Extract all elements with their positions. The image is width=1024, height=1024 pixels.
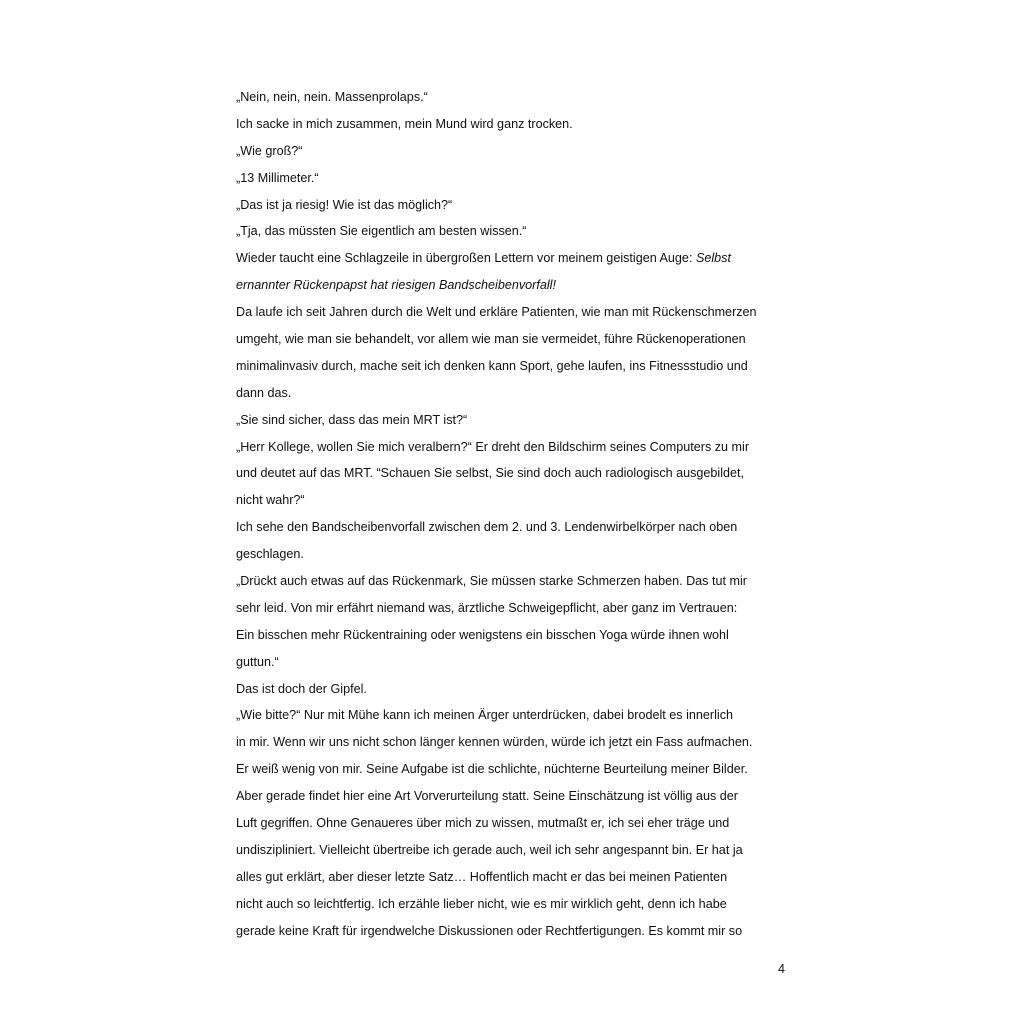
text-line: gerade keine Kraft für irgendwelche Diskussionen oder Rechtfertigungen. Es kommt mir so (236, 923, 743, 938)
text-line: in mir. Wenn wir uns nicht schon länger kennen würden, würde ich jetzt ein Fass aufmachen. (236, 735, 753, 750)
text-line: „Tja, das müssten Sie eigentlich am besten wissen.“ (236, 224, 527, 239)
text-line-start: Wieder taucht eine Schlagzeile in übergroßen Lettern vor meinem geistigen Auge: (236, 251, 696, 266)
text-line: umgeht, wie man sie behandelt, vor allem wie man sie vermeidet, führe Rückenoperationen (236, 332, 746, 347)
text-line: nicht wahr?“ (236, 493, 305, 508)
page-number: 4 (778, 962, 786, 976)
text-line: minimalinvasiv durch, mache seit ich denken kann Sport, gehe laufen, ins Fitnessstudio und (236, 358, 748, 373)
text-line: „Sie sind sicher, dass das mein MRT ist?“ (236, 412, 468, 427)
text-line: geschlagen. (236, 547, 304, 562)
text-line: „Wie bitte?“ Nur mit Mühe kann ich meinen Ärger unterdrücken, dabei brodelt es innerlich (236, 708, 733, 723)
text-line: Das ist doch der Gipfel. (236, 681, 367, 696)
text-line: „13 Millimeter.“ (236, 170, 319, 185)
text-line: Aber gerade findet hier eine Art Vorverurteilung statt. Seine Einschätzung ist völlig aus der (236, 789, 738, 804)
body-text (236, 84, 792, 945)
text-line: Ich sacke in mich zusammen, mein Mund wird ganz trocken. (236, 116, 573, 131)
text-line: „Herr Kollege, wollen Sie mich veralbern?“ Er dreht den Bildschirm seines Computers zu mir (236, 439, 750, 454)
text-line: „Nein, nein, nein. Massenprolaps.“ (236, 90, 428, 104)
text-line-italic (236, 272, 792, 299)
text-line-with-italic (236, 245, 792, 272)
text-line: „Das ist ja riesig! Wie ist das möglich?“ (236, 197, 453, 212)
text-line: „Drückt auch etwas auf das Rückenmark, Sie müssen starke Schmerzen haben. Das tut mir (236, 574, 747, 589)
text-line: alles gut erklärt, aber dieser letzte Satz… Hoffentlich macht er das bei meinen Patienten (236, 869, 728, 884)
text-line: sehr leid. Von mir erfährt niemand was, ärztliche Schweigepflicht, aber ganz im Vertrauen: (236, 600, 738, 615)
text-line: guttun.“ (236, 654, 279, 669)
text-line: undiszipliniert. Vielleicht übertreibe ich gerade auch, weil ich sehr angespannt bin. Er hat ja (236, 842, 743, 857)
text-line: Ich sehe den Bandscheibenvorfall zwischen dem 2. und 3. Lendenwirbelkörper nach oben (236, 520, 738, 535)
text-line: nicht auch so leichtfertig. Ich erzähle lieber nicht, wie es mir wirklich geht, denn ich habe (236, 896, 727, 911)
headline-italic-start: Selbst (695, 251, 731, 266)
headline-italic-end: ernannter Rückenpapst hat riesigen Bandscheibenvorfall! (236, 278, 556, 293)
text-line: und deutet auf das MRT. “Schauen Sie selbst, Sie sind doch auch radiologisch ausgebildet, (236, 466, 745, 481)
text-line: Ein bisschen mehr Rückentraining oder wenigstens ein bisschen Yoga würde ihnen wohl (236, 627, 729, 642)
text-line: Er weiß wenig von mir. Seine Aufgabe ist die schlichte, nüchterne Beurteilung meiner Bilder. (236, 762, 748, 777)
text-line: „Wie groß?“ (236, 143, 303, 158)
text-line: Da laufe ich seit Jahren durch die Welt und erkläre Patienten, wie man mit Rückenschmerzen (236, 305, 757, 320)
text-line: dann das. (236, 385, 292, 400)
text-line: Luft gegriffen. Ohne Genaueres über mich zu wissen, mutmaßt er, ich sei eher träge und (236, 816, 730, 831)
